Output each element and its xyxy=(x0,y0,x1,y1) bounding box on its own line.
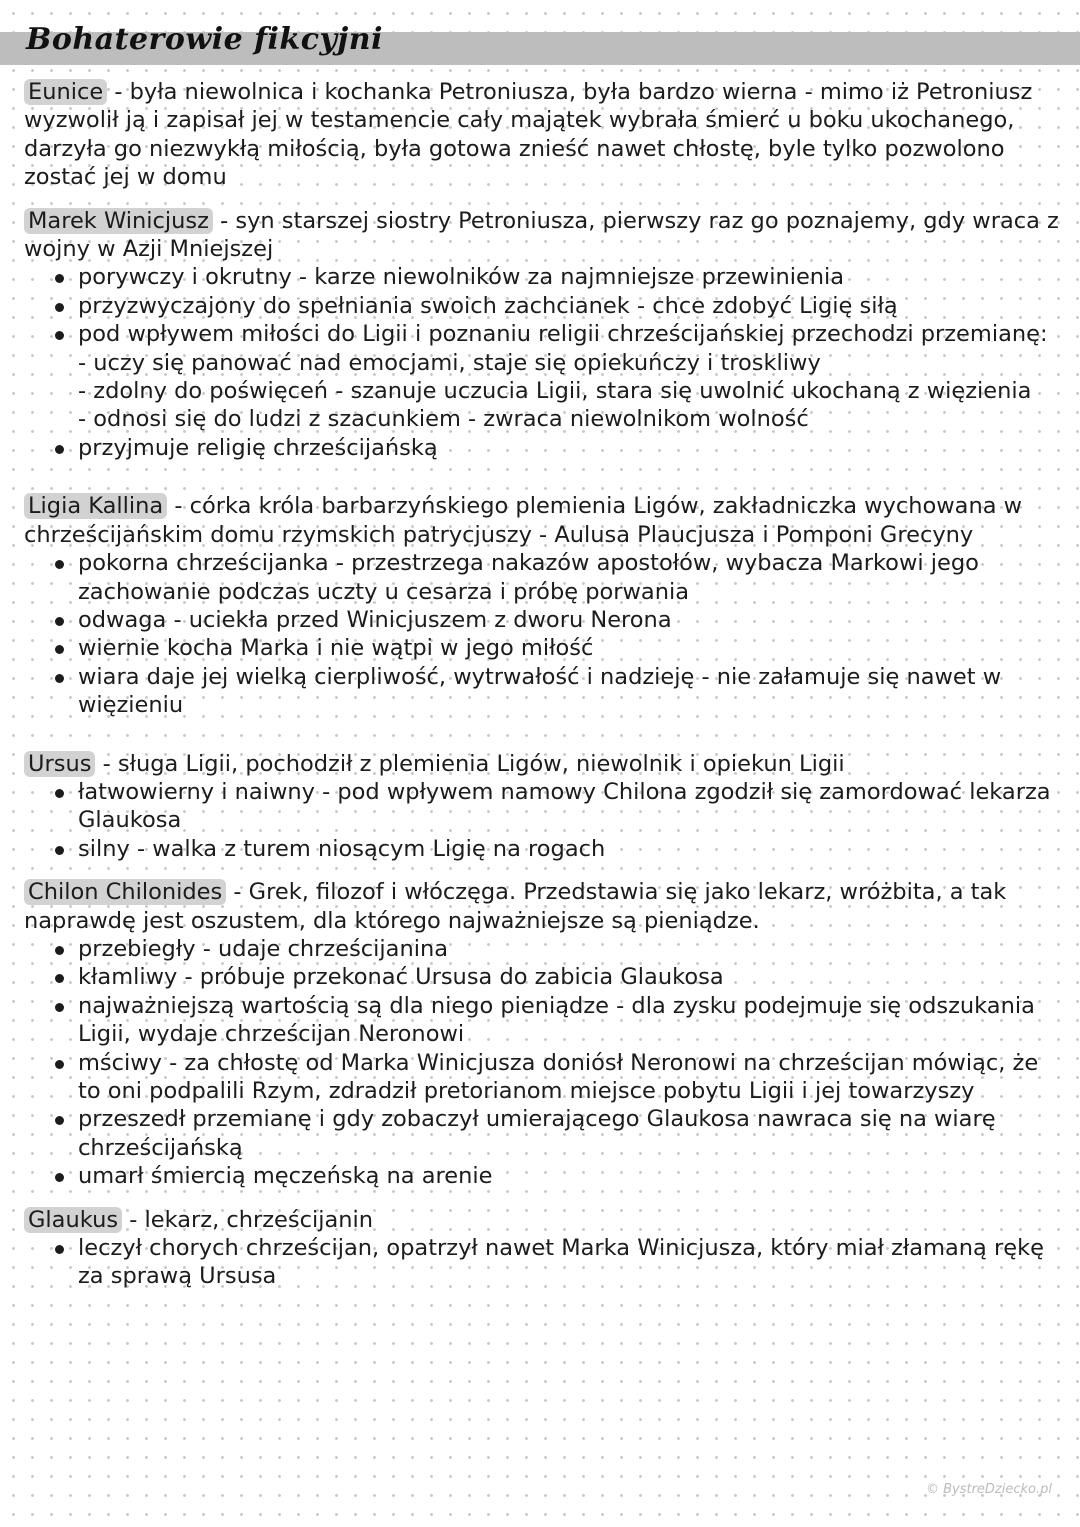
character-name: Glaukus xyxy=(24,1207,122,1233)
character-name: Ligia Kallina xyxy=(24,493,167,519)
bullet-list xyxy=(24,778,1064,863)
section-paragraph xyxy=(24,492,1064,549)
section-paragraph xyxy=(24,78,1064,192)
character-name: Marek Winicjusz xyxy=(24,208,213,234)
list-item: odwaga - uciekła przed Winicjuszem z dworu Nerona xyxy=(24,606,1064,634)
sub-item: - odnosi się do ludzi z szacunkiem - zwraca niewolnikom wolność xyxy=(78,406,809,433)
list-item: łatwowierny i naiwny - pod wpływem namowy Chilona zgodził się zamordować lekarza Glaukosa xyxy=(24,778,1064,835)
character-description: - była niewolnica i kochanka Petroniusza, była bardzo wierna - mimo iż Petroniusz wyzwolił ją i zapisał jej w testamencie cały majątek wybrała śmierć u boku ukochanego, darzyła go niezwykłą miłością, była gotowa znieść nawet chłostę, byle tylko pozwolono zostać jej w domu xyxy=(24,79,1033,191)
section-eunice xyxy=(24,78,1064,192)
list-item: przeszedł przemianę i gdy zobaczył umierającego Glaukosa nawraca się na wiarę chrześcijańską xyxy=(24,1105,1064,1162)
content xyxy=(24,78,1064,1291)
character-name: Chilon Chilonides xyxy=(24,879,226,905)
sub-item: - zdolny do poświęceń - szanuje uczucia Ligii, stara się uwolnić ukochaną z więzienia xyxy=(78,378,1032,405)
section-paragraph xyxy=(24,1206,1064,1234)
bullet-list xyxy=(24,549,1064,719)
bullet-list xyxy=(24,1234,1064,1291)
character-description: - córka króla barbarzyńskiego plemienia Ligów, zakładniczka wychowana w chrześcijańskim domu rzymskich patrycjuszy - Aulusa Plaucjusza i Pomponi Grecyny xyxy=(24,493,1023,548)
page-title: Bohaterowie fikcyjni xyxy=(26,22,383,57)
list-item: wiara daje jej wielką cierpliwość, wytrwałość i nadzieję - nie załamuje się nawet w więzieniu xyxy=(24,663,1064,720)
list-item: wiernie kocha Marka i nie wątpi w jego miłość xyxy=(24,634,1064,662)
character-name: Ursus xyxy=(24,751,95,777)
section-paragraph xyxy=(24,878,1064,935)
list-item: porywczy i okrutny - karze niewolników za najmniejsze przewinienia xyxy=(24,263,1064,291)
list-item: najważniejszą wartością są dla niego pieniądze - dla zysku podejmuje się odszukania Ligii, wydaje chrześcijan Neronowi xyxy=(24,992,1064,1049)
section-marek xyxy=(24,207,1064,463)
section-paragraph xyxy=(24,207,1064,264)
character-description: - lekarz, chrześcijanin xyxy=(122,1206,374,1233)
list-item: mściwy - za chłostę od Marka Winicjusza doniósł Neronowi na chrześcijan mówiąc, że to oni podpalili Rzym, zdradził pretorianom miejsce pobytu Ligii i jej towarzyszy xyxy=(24,1049,1064,1106)
list-item: silny - walka z turem niosącym Ligię na rogach xyxy=(24,835,1064,863)
section-glaukus xyxy=(24,1206,1064,1291)
character-description: - sługa Ligii, pochodził z plemienia Ligów, niewolnik i opiekun Ligii xyxy=(95,750,845,777)
watermark: © BystreDziecko.pl xyxy=(925,1482,1052,1497)
sub-list xyxy=(78,349,1064,434)
bullet-list xyxy=(24,935,1064,1191)
list-item: leczył chorych chrześcijan, opatrzył nawet Marka Winicjusza, który miał złamaną rękę za sprawą Ursusa xyxy=(24,1234,1064,1291)
list-item: przebiegły - udaje chrześcijanina xyxy=(24,935,1064,963)
section-ursus xyxy=(24,750,1064,864)
section-chilon xyxy=(24,878,1064,1190)
character-description: - Grek, filozof i włóczęga. Przedstawia się jako lekarz, wróżbita, a tak naprawdę jest oszustem, dla którego najważniejsze są pieniądze. xyxy=(24,879,1007,934)
list-item: przyjmuje religię chrześcijańską xyxy=(24,434,1064,462)
section-ligia xyxy=(24,492,1064,719)
list-item: przyzwyczajony do spełniania swoich zachcianek - chce zdobyć Ligię siłą xyxy=(24,292,1064,320)
list-item-text: pod wpływem miłości do Ligii i poznaniu religii chrześcijańskiej przechodzi przemianę: xyxy=(78,321,1048,348)
character-description: - syn starszej siostry Petroniusza, pierwszy raz go poznajemy, gdy wraca z wojny w Azji Mniejszej xyxy=(24,207,1059,263)
list-item: umarł śmiercią męczeńską na arenie xyxy=(24,1162,1064,1190)
character-name: Eunice xyxy=(24,79,107,105)
bullet-list xyxy=(24,263,1064,462)
sub-item: - uczy się panować nad emocjami, staje się opiekuńczy i troskliwy xyxy=(78,349,821,376)
list-item: kłamliwy - próbuje przekonać Ursusa do zabicia Glaukosa xyxy=(24,963,1064,991)
section-paragraph xyxy=(24,750,1064,778)
list-item: pokorna chrześcijanka - przestrzega nakazów apostołów, wybacza Markowi jego zachowanie podczas uczty u cesarza i próbę porwania xyxy=(24,549,1064,606)
list-item xyxy=(24,320,1064,434)
